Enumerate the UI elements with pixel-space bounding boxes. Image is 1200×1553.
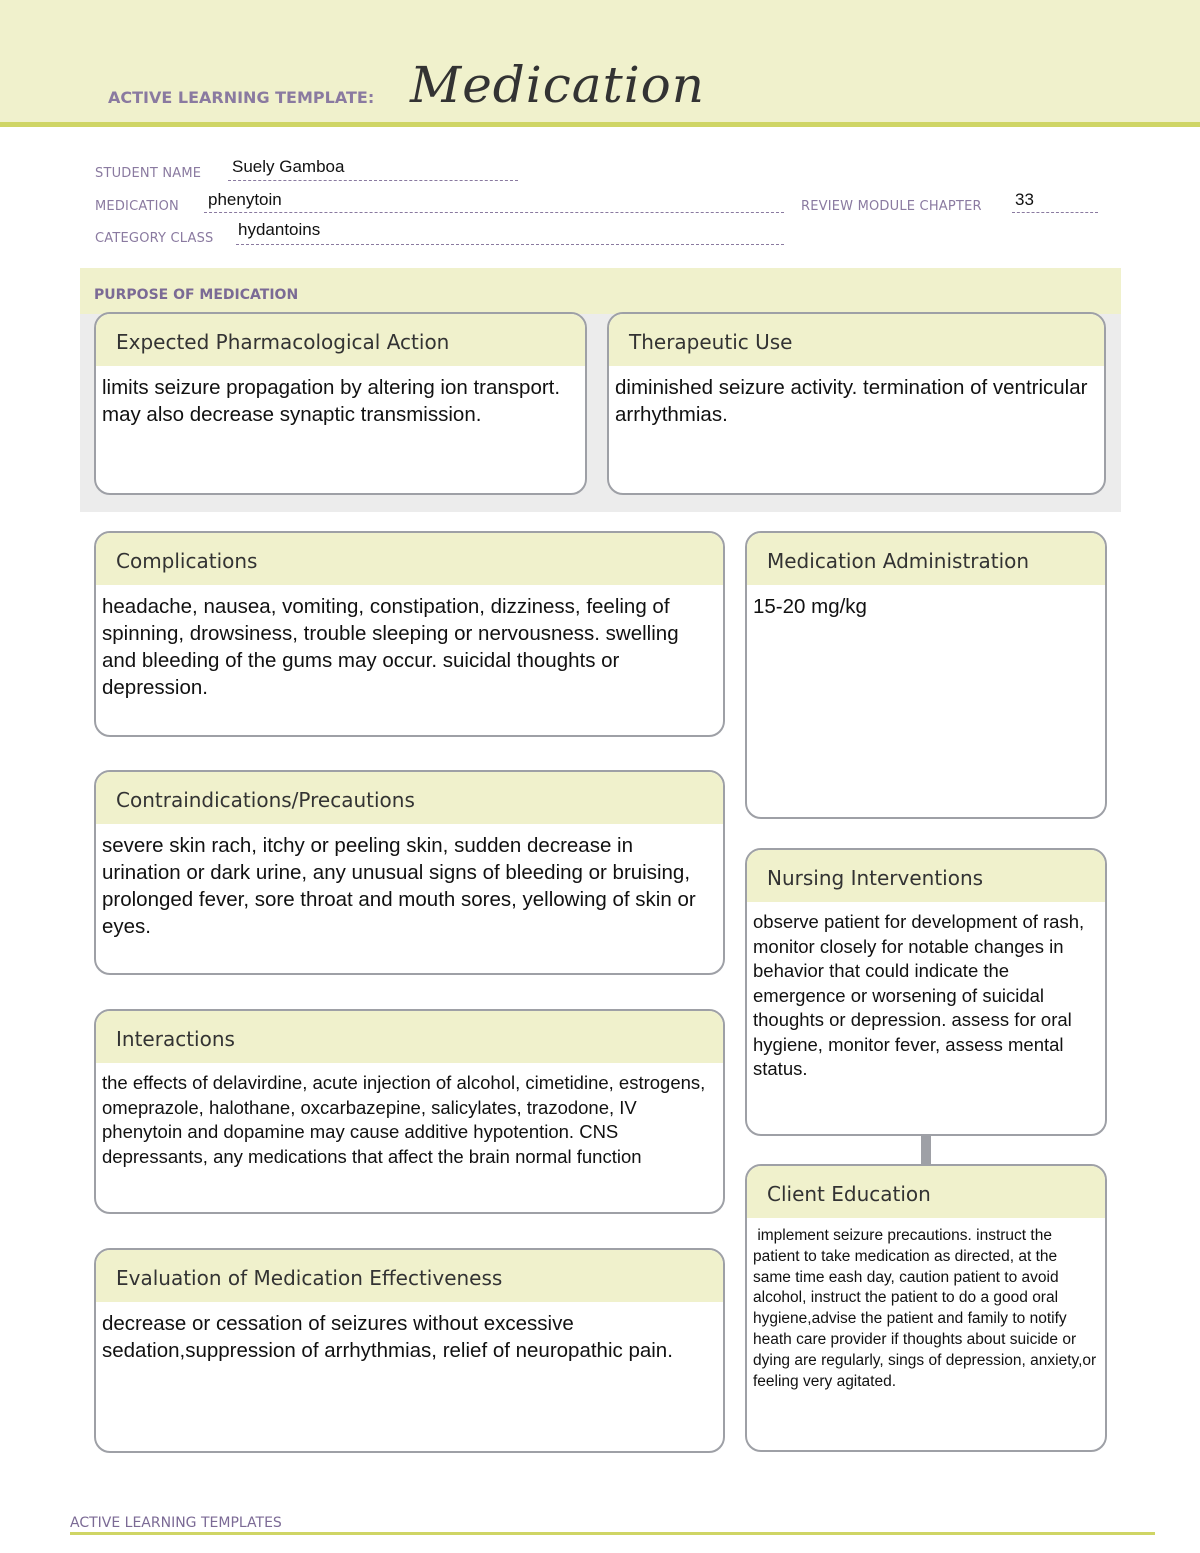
complications-text[interactable]: headache, nausea, vomiting, constipation, dizziness, feeling of spinning, drowsiness, trouble sleeping or nervousness. swelling and bleeding of the gums may occur. suicidal thoughts or depression.	[102, 595, 679, 699]
complications-box	[94, 531, 725, 737]
footer-label: ACTIVE LEARNING TEMPLATES	[70, 1515, 282, 1531]
interactions-text[interactable]: the effects of delavirdine, acute injection of alcohol, cimetidine, estrogens, omeprazole, halothane, oxcarbazepine, salicylates, trazodone, IV phenytoin and dopamine may cause additive hypotention. CNS depressants, any medications that affect the brain normal function	[102, 1072, 706, 1167]
client-education-box	[745, 1164, 1107, 1452]
expected-action-box	[94, 312, 587, 495]
therapeutic-use-box	[607, 312, 1106, 495]
student-name-line	[228, 180, 518, 181]
student-name-field[interactable]: Suely Gamboa	[232, 157, 345, 176]
category-class-label: CATEGORY CLASS	[95, 231, 214, 246]
client-education-text[interactable]: implement seizure precautions. instruct the patient to take medication as directed, at the same time eash day, caution patient to avoid alcohol, instruct the patient to do a good oral hygiene,advise the patient and family to notify heath care provider if thoughts about suicide or dying are regularly, sings of depression, anxiety,or feeling very agitated.	[753, 1227, 1101, 1390]
header-rule	[0, 122, 1200, 127]
contraindications-text[interactable]: severe skin rach, itchy or peeling skin, sudden decrease in urination or dark urine, any unusual signs of bleeding or bruising, prolonged fever, sore throat and mouth sores, yellowing of skin or eyes.	[102, 834, 696, 938]
medication-administration-text[interactable]: 15-20 mg/kg	[753, 595, 867, 618]
category-class-field[interactable]: hydantoins	[238, 220, 321, 239]
evaluation-box	[94, 1248, 725, 1453]
contraindications-title: Contraindications/Precautions	[96, 772, 723, 824]
evaluation-title: Evaluation of Medication Effectiveness	[96, 1250, 723, 1302]
nursing-interventions-text[interactable]: observe patient for development of rash, monitor closely for notable changes in behavior that could indicate the emergence or worsening of suicidal thoughts or depression. assess for oral hygiene, monitor fever, assess mental status.	[753, 911, 1085, 1079]
medication-administration-title: Medication Administration	[747, 533, 1105, 585]
review-module-chapter-line	[1012, 212, 1098, 213]
therapeutic-use-text[interactable]: diminished seizure activity. termination of ventricular arrhythmias.	[615, 376, 1088, 426]
client-education-title: Client Education	[747, 1166, 1105, 1218]
contraindications-box	[94, 770, 725, 975]
template-label: ACTIVE LEARNING TEMPLATE:	[108, 88, 375, 107]
therapeutic-use-title: Therapeutic Use	[609, 314, 1104, 366]
purpose-section-label: PURPOSE OF MEDICATION	[94, 287, 299, 303]
evaluation-text[interactable]: decrease or cessation of seizures without excessive sedation,suppression of arrhythmias, relief of neuropathic pain.	[102, 1312, 673, 1362]
medication-field[interactable]: phenytoin	[208, 190, 282, 209]
footer-rule	[70, 1532, 1155, 1535]
review-module-chapter-label: REVIEW MODULE CHAPTER	[801, 199, 982, 214]
interactions-title: Interactions	[96, 1011, 723, 1063]
nursing-interventions-title: Nursing Interventions	[747, 850, 1105, 902]
student-name-label: STUDENT NAME	[95, 166, 202, 181]
expected-action-title: Expected Pharmacological Action	[96, 314, 585, 366]
expected-action-text[interactable]: limits seizure propagation by altering ion transport. may also decrease synaptic transmission.	[102, 376, 561, 426]
connector-bar	[921, 1134, 931, 1166]
category-class-line	[236, 244, 784, 245]
medication-administration-box	[745, 531, 1107, 819]
complications-title: Complications	[96, 533, 723, 585]
review-module-chapter-field[interactable]: 33	[1015, 190, 1034, 209]
interactions-box	[94, 1009, 725, 1214]
medication-line	[204, 212, 784, 213]
nursing-interventions-box	[745, 848, 1107, 1136]
page-title: Medication	[410, 56, 705, 114]
medication-label: MEDICATION	[95, 199, 179, 214]
